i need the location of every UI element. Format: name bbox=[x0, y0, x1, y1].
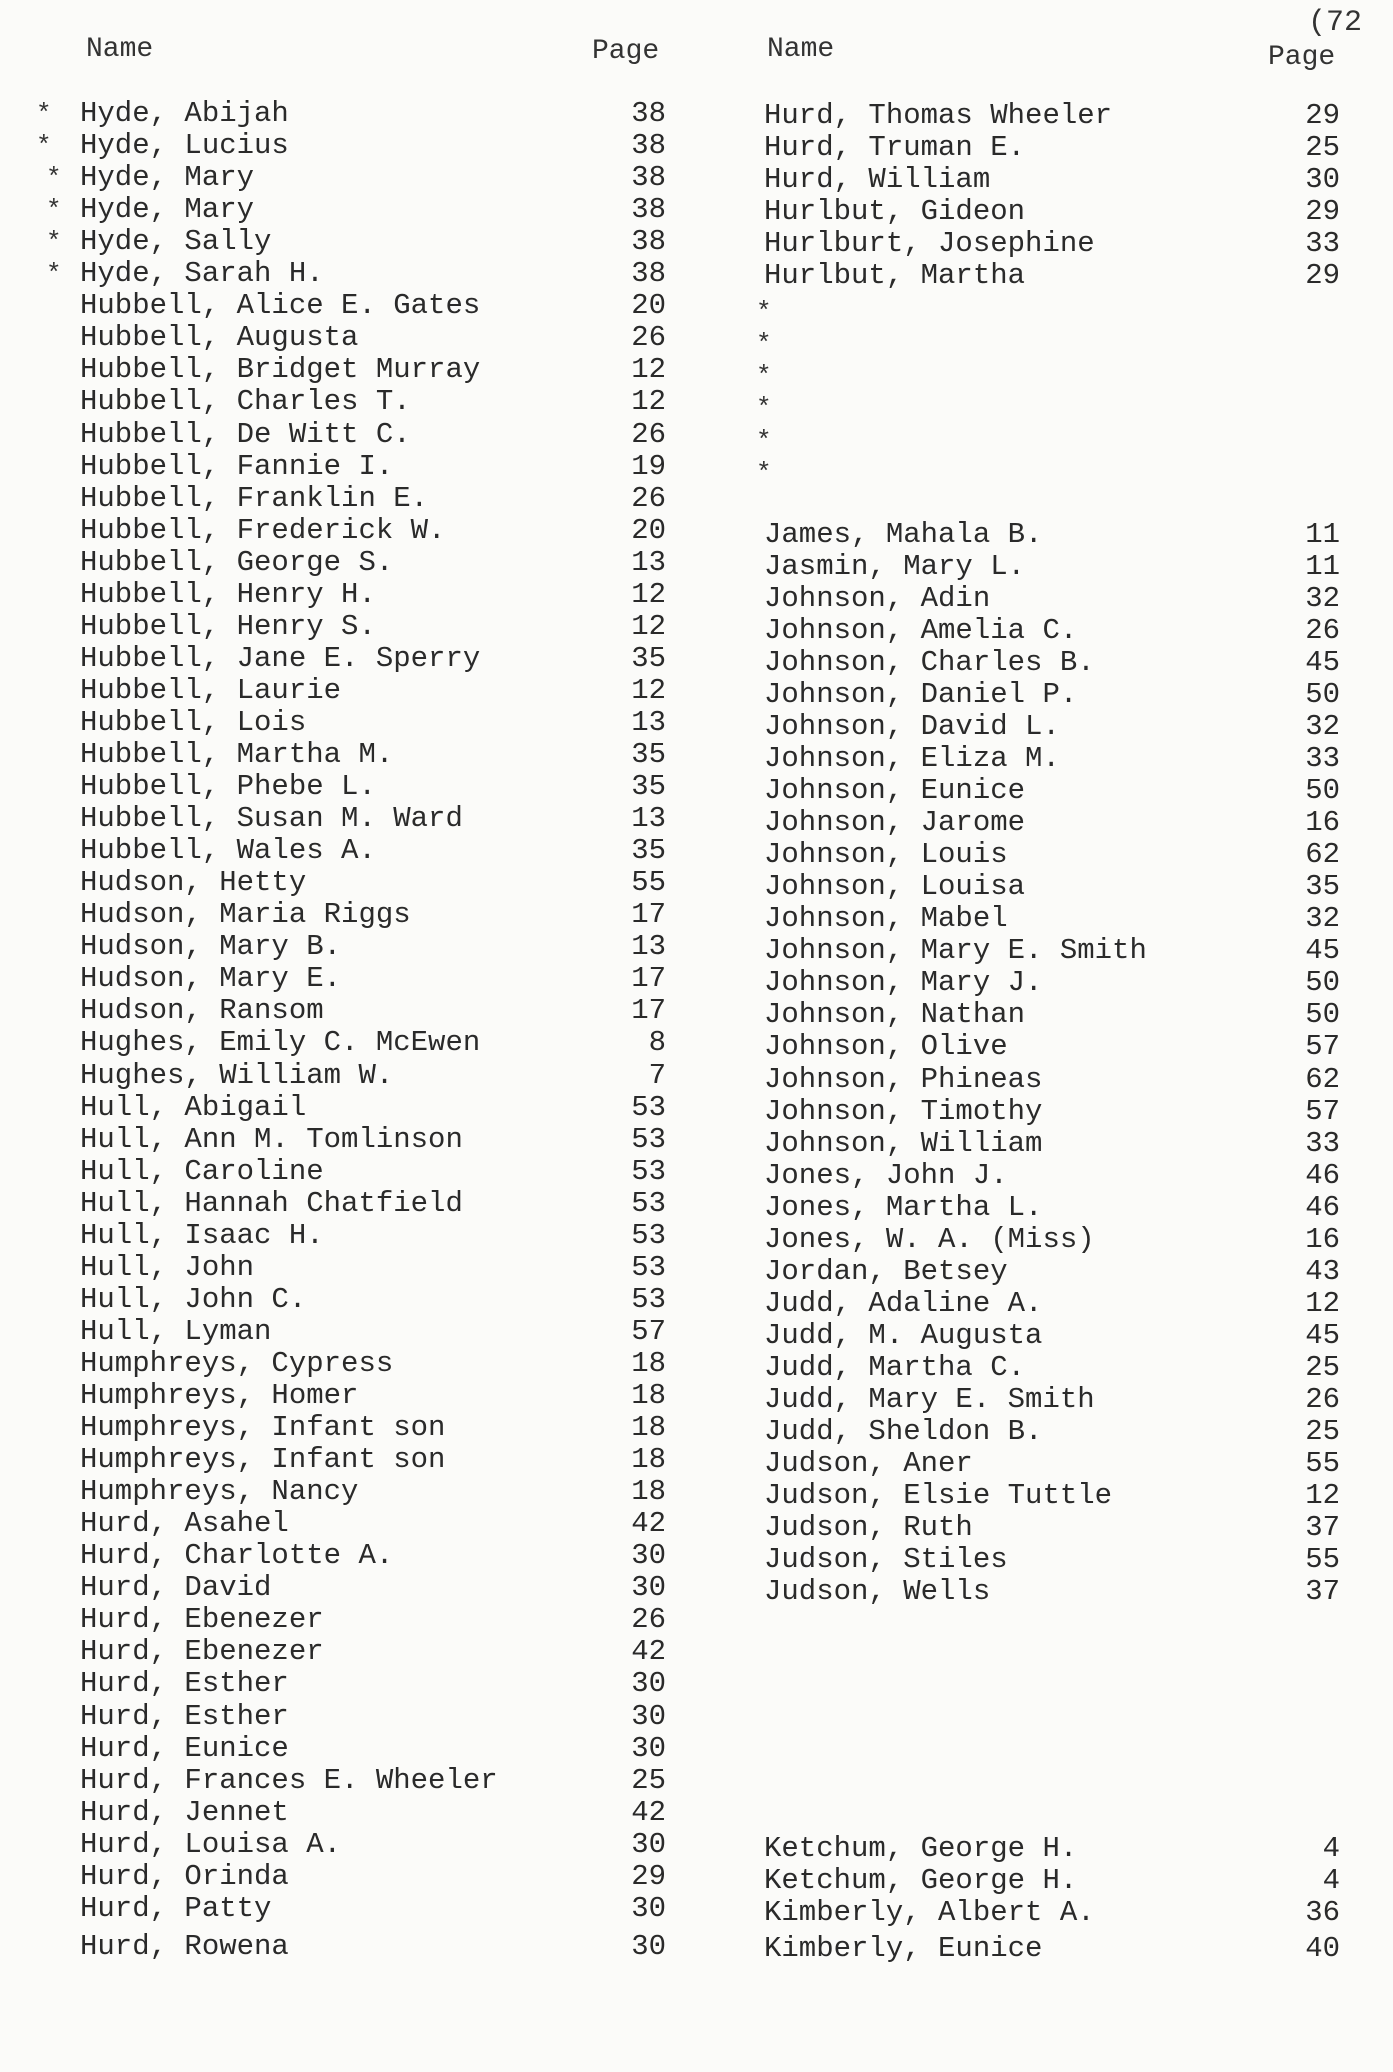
left-entry-name: Hull, Ann M. Tomlinson bbox=[80, 1122, 463, 1156]
left-entry-name: Hughes, Emily C. McEwen bbox=[80, 1026, 481, 1060]
right-entry-name: Johnson, Daniel P. bbox=[764, 677, 1078, 711]
right-entry-name: Judson, Ruth bbox=[764, 1511, 973, 1545]
right-name-header: Name bbox=[767, 34, 835, 65]
left-entry-page: 12 bbox=[631, 673, 666, 707]
left-entry-page: 30 bbox=[631, 1891, 666, 1925]
left-entry-page: 20 bbox=[631, 289, 666, 323]
left-entry-name: Hubbell, Martha M. bbox=[80, 738, 394, 771]
right-entry-name: Jordan, Betsey bbox=[764, 1254, 1008, 1288]
right-entry-name: Judd, Mary E. Smith bbox=[764, 1383, 1095, 1416]
right-entry-page: 57 bbox=[1305, 1030, 1340, 1064]
left-entry-name: Hurd, Esther bbox=[80, 1699, 289, 1733]
left-entry-page: 17 bbox=[631, 994, 666, 1028]
left-entry-name: Hyde, Lucius bbox=[80, 129, 289, 163]
left-entry-name: Hull, Lyman bbox=[80, 1314, 272, 1348]
left-entry-name: Hubbell, Jane E. Sperry bbox=[80, 641, 481, 675]
left-entry-page: 38 bbox=[631, 193, 666, 227]
right-entry-name: Jasmin, Mary L. bbox=[764, 549, 1026, 583]
right-entry-name: Jones, W. A. (Miss) bbox=[764, 1222, 1095, 1256]
left-entry-name: Hull, Hannah Chatfield bbox=[80, 1186, 463, 1220]
right-entry-page: 43 bbox=[1305, 1254, 1340, 1288]
left-entry-page: 25 bbox=[631, 1763, 666, 1797]
star-mark: * bbox=[756, 425, 772, 456]
left-entry-page: 12 bbox=[631, 609, 666, 643]
right-entry-page: 37 bbox=[1305, 1511, 1340, 1545]
left-entry-name: Hurd, Rowena bbox=[80, 1929, 289, 1963]
right-entry-page: 12 bbox=[1305, 1479, 1340, 1513]
left-entry-name: Hurd, Ebenezer bbox=[80, 1635, 324, 1669]
right-entry-page: 25 bbox=[1305, 1415, 1340, 1449]
left-entry-page: 7 bbox=[648, 1058, 666, 1092]
left-entry-name: Hull, Abigail bbox=[80, 1090, 307, 1124]
right-entry-name: Johnson, Mary E. Smith bbox=[764, 934, 1147, 968]
left-entry-page: 26 bbox=[631, 321, 666, 355]
right-entry-name: Johnson, Charles B. bbox=[764, 645, 1095, 679]
left-entry-page: 42 bbox=[631, 1635, 666, 1669]
left-entry-page: 30 bbox=[631, 1539, 666, 1573]
star-mark: * bbox=[36, 99, 52, 129]
left-entry-page: 29 bbox=[631, 1859, 666, 1893]
left-entry-page: 30 bbox=[631, 1699, 666, 1733]
left-entry-page: 8 bbox=[648, 1026, 666, 1060]
left-entry-page: 53 bbox=[631, 1250, 666, 1284]
left-entry-page: 13 bbox=[631, 545, 666, 579]
left-entry-page: 42 bbox=[631, 1795, 666, 1829]
left-entry-name: Hyde, Mary bbox=[80, 193, 255, 227]
right-entry-page: 37 bbox=[1305, 1575, 1340, 1609]
right-entry-page: 29 bbox=[1305, 99, 1340, 132]
right-entry-page: 50 bbox=[1305, 774, 1340, 808]
left-entry-page: 18 bbox=[631, 1346, 666, 1380]
left-entry-name: Humphreys, Nancy bbox=[80, 1475, 359, 1509]
right-entry-name: Johnson, Adin bbox=[764, 581, 991, 615]
right-entry-name: Judson, Elsie Tuttle bbox=[764, 1479, 1113, 1513]
left-entry-name: Hubbell, Charles T. bbox=[80, 385, 411, 419]
right-entry-name: Hurd, Thomas Wheeler bbox=[764, 99, 1113, 132]
right-entry-page: 32 bbox=[1305, 902, 1340, 936]
right-entry-name: Kimberly, Albert A. bbox=[764, 1895, 1095, 1929]
left-entry-page: 13 bbox=[631, 930, 666, 964]
right-entry-name: Johnson, Eliza M. bbox=[764, 742, 1060, 775]
right-entry-name: Johnson, Amelia C. bbox=[764, 613, 1078, 647]
left-entry-page: 42 bbox=[631, 1507, 666, 1541]
star-mark: * bbox=[756, 457, 772, 488]
left-entry-name: Hubbell, Bridget Murray bbox=[80, 353, 481, 387]
right-entry-name: Johnson, Phineas bbox=[764, 1062, 1043, 1096]
left-entry-name: Hull, Caroline bbox=[80, 1154, 324, 1188]
right-entry-name: Judson, Aner bbox=[764, 1447, 973, 1481]
left-entry-page: 17 bbox=[631, 962, 666, 996]
right-entry-page: 32 bbox=[1305, 581, 1340, 615]
left-entry-page: 30 bbox=[631, 1571, 666, 1605]
left-entry-name: Humphreys, Cypress bbox=[80, 1346, 394, 1380]
left-entry-name: Hudson, Mary E. bbox=[80, 962, 342, 996]
left-entry-page: 18 bbox=[631, 1411, 666, 1445]
right-entry-name: Hurlbut, Gideon bbox=[764, 195, 1026, 229]
left-entry-page: 19 bbox=[631, 449, 666, 483]
left-entry-page: 53 bbox=[631, 1154, 666, 1188]
right-entry-page: 45 bbox=[1305, 1318, 1340, 1352]
right-entry-page: 46 bbox=[1305, 1190, 1340, 1224]
right-entry-name: Ketchum, George H. bbox=[764, 1831, 1078, 1865]
right-entry-name: Judson, Wells bbox=[764, 1575, 991, 1609]
left-entry-page: 13 bbox=[631, 705, 666, 739]
right-entry-name: Judd, Martha C. bbox=[764, 1350, 1026, 1384]
left-entry-page: 38 bbox=[631, 225, 666, 259]
left-entry-name: Humphreys, Homer bbox=[80, 1379, 359, 1412]
right-entry-name: Johnson, David L. bbox=[764, 709, 1060, 743]
left-entry-name: Hurd, Frances E. Wheeler bbox=[80, 1763, 498, 1797]
left-entry-name: Hurd, David bbox=[80, 1571, 272, 1605]
left-entry-name: Hubbell, Alice E. Gates bbox=[80, 289, 481, 323]
left-entry-page: 38 bbox=[631, 257, 666, 291]
right-entry-name: Judson, Stiles bbox=[764, 1543, 1008, 1577]
right-entry-page: 29 bbox=[1305, 195, 1340, 229]
right-entry-name: Johnson, Louisa bbox=[764, 870, 1026, 904]
left-page-header: Page bbox=[592, 36, 660, 67]
left-entry-name: Hubbell, Wales A. bbox=[80, 834, 376, 868]
left-entry-page: 12 bbox=[631, 385, 666, 419]
star-mark: * bbox=[46, 227, 62, 258]
left-entry-page: 57 bbox=[631, 1314, 666, 1348]
right-entry-page: 25 bbox=[1305, 131, 1340, 165]
left-entry-name: Hubbell, De Witt C. bbox=[80, 417, 411, 451]
left-entry-page: 38 bbox=[631, 97, 666, 130]
left-entry-name: Hudson, Maria Riggs bbox=[80, 898, 411, 932]
left-entry-name: Hubbell, Laurie bbox=[80, 673, 342, 707]
star-mark: * bbox=[46, 259, 62, 290]
left-entry-name: Hyde, Sally bbox=[80, 225, 272, 259]
right-entry-page: 11 bbox=[1305, 517, 1340, 551]
right-entry-name: Johnson, William bbox=[764, 1126, 1043, 1160]
left-entry-name: Hurd, Eunice bbox=[80, 1731, 289, 1765]
left-entry-name: Hubbell, Henry S. bbox=[80, 609, 376, 643]
left-entry-name: Hubbell, George S. bbox=[80, 545, 394, 579]
right-entry-name: Judd, Adaline A. bbox=[764, 1286, 1043, 1320]
left-entry-page: 30 bbox=[631, 1929, 666, 1963]
right-entry-page: 30 bbox=[1305, 163, 1340, 197]
right-entry-page: 26 bbox=[1305, 1383, 1340, 1416]
right-entry-name: Hurd, William bbox=[764, 163, 991, 197]
left-entry-name: Hubbell, Frederick W. bbox=[80, 513, 446, 547]
star-mark: * bbox=[756, 361, 772, 392]
left-entry-name: Humphreys, Infant son bbox=[80, 1411, 446, 1445]
right-entry-page: 50 bbox=[1305, 998, 1340, 1032]
left-entry-page: 26 bbox=[631, 1603, 666, 1637]
left-entry-page: 26 bbox=[631, 481, 666, 515]
right-entry-name: Johnson, Louis bbox=[764, 838, 1008, 872]
right-entry-page: 16 bbox=[1305, 1222, 1340, 1256]
left-entry-name: Hyde, Sarah H. bbox=[80, 257, 324, 291]
right-entry-page: 33 bbox=[1305, 1126, 1340, 1160]
right-entry-page: 50 bbox=[1305, 677, 1340, 711]
left-entry-page: 18 bbox=[631, 1475, 666, 1509]
right-entry-page: 33 bbox=[1305, 227, 1340, 261]
left-entry-page: 12 bbox=[631, 353, 666, 387]
right-entry-page: 62 bbox=[1305, 838, 1340, 872]
left-entry-page: 35 bbox=[631, 738, 666, 771]
left-entry-name: Hurd, Charlotte A. bbox=[80, 1539, 394, 1573]
left-entry-name: Hubbell, Franklin E. bbox=[80, 481, 429, 515]
star-mark: * bbox=[46, 195, 62, 226]
right-entry-name: Johnson, Eunice bbox=[764, 774, 1026, 808]
right-entry-page: 16 bbox=[1305, 806, 1340, 840]
right-entry-page: 46 bbox=[1305, 1158, 1340, 1192]
left-entry-name: Hurd, Ebenezer bbox=[80, 1603, 324, 1637]
left-entry-page: 18 bbox=[631, 1443, 666, 1477]
right-entry-page: 35 bbox=[1305, 870, 1340, 904]
left-entry-name: Humphreys, Infant son bbox=[80, 1443, 446, 1477]
right-entry-page: 4 bbox=[1322, 1831, 1340, 1865]
left-entry-name: Hurd, Orinda bbox=[80, 1859, 289, 1893]
left-entry-page: 53 bbox=[631, 1090, 666, 1124]
left-entry-page: 30 bbox=[631, 1731, 666, 1765]
right-entry-page: 29 bbox=[1305, 259, 1340, 293]
right-entry-name: Johnson, Jarome bbox=[764, 806, 1026, 840]
left-entry-name: Hurd, Jennet bbox=[80, 1795, 289, 1829]
left-entry-page: 53 bbox=[631, 1186, 666, 1220]
right-entry-name: Judd, M. Augusta bbox=[764, 1318, 1043, 1352]
left-entry-name: Hurd, Esther bbox=[80, 1667, 289, 1701]
right-entry-page: 55 bbox=[1305, 1543, 1340, 1577]
right-entry-page: 62 bbox=[1305, 1062, 1340, 1096]
right-entry-name: Jones, Martha L. bbox=[764, 1190, 1043, 1224]
left-entry-page: 55 bbox=[631, 866, 666, 900]
star-mark: * bbox=[36, 131, 52, 162]
star-mark: * bbox=[756, 329, 772, 360]
left-entry-name: Hull, John bbox=[80, 1250, 255, 1284]
left-entry-page: 38 bbox=[631, 129, 666, 163]
right-entry-page: 40 bbox=[1305, 1931, 1340, 1965]
left-entry-name: Hudson, Ransom bbox=[80, 994, 324, 1028]
left-entry-name: Hyde, Mary bbox=[80, 161, 255, 195]
right-entry-page: 50 bbox=[1305, 966, 1340, 1000]
right-entry-name: James, Mahala B. bbox=[764, 517, 1043, 551]
star-mark: * bbox=[756, 297, 772, 328]
right-entry-page: 33 bbox=[1305, 742, 1340, 775]
left-entry-page: 30 bbox=[631, 1667, 666, 1701]
left-entry-page: 20 bbox=[631, 513, 666, 547]
right-entry-name: Johnson, Mary J. bbox=[764, 966, 1043, 1000]
right-entry-name: Hurlbut, Martha bbox=[764, 259, 1026, 293]
star-mark: * bbox=[756, 393, 772, 424]
right-entry-page: 12 bbox=[1305, 1286, 1340, 1320]
right-entry-name: Judd, Sheldon B. bbox=[764, 1415, 1043, 1449]
left-entry-name: Hudson, Hetty bbox=[80, 866, 307, 900]
left-entry-page: 13 bbox=[631, 802, 666, 836]
left-entry-name: Hubbell, Henry H. bbox=[80, 577, 376, 611]
left-entry-page: 53 bbox=[631, 1282, 666, 1316]
left-entry-name: Hubbell, Lois bbox=[80, 705, 307, 739]
left-entry-page: 35 bbox=[631, 834, 666, 868]
page-number: (72 bbox=[1308, 6, 1363, 40]
left-entry-name: Hudson, Mary B. bbox=[80, 930, 342, 964]
right-entry-name: Johnson, Nathan bbox=[764, 998, 1026, 1032]
right-entry-name: Johnson, Mabel bbox=[764, 902, 1008, 936]
right-page-header: Page bbox=[1268, 42, 1336, 73]
right-entry-name: Hurd, Truman E. bbox=[764, 131, 1026, 165]
right-entry-page: 45 bbox=[1305, 645, 1340, 679]
left-entry-page: 35 bbox=[631, 641, 666, 675]
left-entry-page: 53 bbox=[631, 1122, 666, 1156]
right-entry-page: 26 bbox=[1305, 613, 1340, 647]
right-entry-name: Kimberly, Eunice bbox=[764, 1931, 1043, 1965]
star-mark: * bbox=[46, 163, 62, 194]
left-entry-name: Hubbell, Augusta bbox=[80, 321, 359, 355]
left-entry-page: 26 bbox=[631, 417, 666, 451]
right-entry-page: 55 bbox=[1305, 1447, 1340, 1481]
left-entry-name: Hubbell, Phebe L. bbox=[80, 770, 376, 804]
right-entry-name: Ketchum, George H. bbox=[764, 1863, 1078, 1897]
left-name-header: Name bbox=[86, 34, 154, 65]
left-entry-name: Hyde, Abijah bbox=[80, 97, 289, 130]
right-entry-page: 25 bbox=[1305, 1350, 1340, 1384]
left-entry-page: 12 bbox=[631, 577, 666, 611]
left-entry-page: 17 bbox=[631, 898, 666, 932]
left-entry-name: Hull, John C. bbox=[80, 1282, 307, 1316]
left-entry-page: 35 bbox=[631, 770, 666, 804]
right-entry-name: Johnson, Olive bbox=[764, 1030, 1008, 1064]
left-entry-page: 53 bbox=[631, 1218, 666, 1252]
right-entry-name: Johnson, Timothy bbox=[764, 1094, 1043, 1128]
right-entry-page: 36 bbox=[1305, 1895, 1340, 1929]
left-entry-name: Hull, Isaac H. bbox=[80, 1218, 324, 1252]
left-entry-name: Hurd, Patty bbox=[80, 1891, 272, 1925]
left-entry-name: Hughes, William W. bbox=[80, 1058, 394, 1092]
left-entry-name: Hurd, Louisa A. bbox=[80, 1827, 342, 1861]
right-entry-page: 45 bbox=[1305, 934, 1340, 968]
left-entry-page: 18 bbox=[631, 1379, 666, 1412]
right-entry-page: 57 bbox=[1305, 1094, 1340, 1128]
right-entry-name: Jones, John J. bbox=[764, 1158, 1008, 1192]
right-entry-name: Hurlburt, Josephine bbox=[764, 227, 1095, 261]
left-entry-name: Hubbell, Fannie I. bbox=[80, 449, 394, 483]
left-entry-page: 30 bbox=[631, 1827, 666, 1861]
left-entry-page: 38 bbox=[631, 161, 666, 195]
left-entry-name: Hubbell, Susan M. Ward bbox=[80, 802, 463, 836]
left-entry-name: Hurd, Asahel bbox=[80, 1507, 289, 1541]
right-entry-page: 4 bbox=[1322, 1863, 1340, 1897]
right-entry-page: 11 bbox=[1305, 549, 1340, 583]
right-entry-page: 32 bbox=[1305, 709, 1340, 743]
